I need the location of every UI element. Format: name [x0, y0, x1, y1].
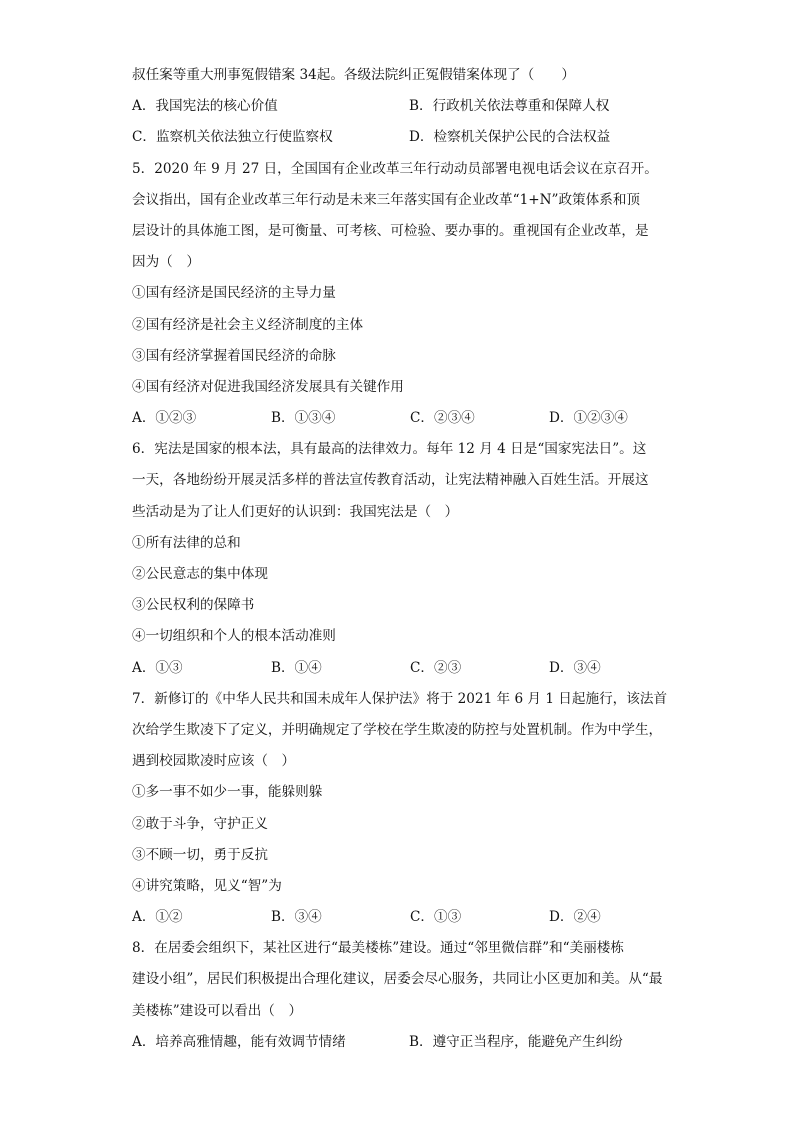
q7-item-2: ②敢于斗争，守护正义 — [132, 815, 268, 832]
q6-item-3: ③公民权利的保障书 — [132, 597, 255, 614]
q5-item-3: ③国有经济掌握着国民经济的命脉 — [132, 347, 336, 364]
q4-option-a[interactable]: A．我国宪法的核心价值 — [132, 98, 278, 115]
q6-option-b[interactable]: B．①④ — [271, 659, 322, 676]
q6-stem-line-2: 一天，各地纷纷开展灵活多样的普法宣传教育活动，让宪法精神融入百姓生活。开展这 — [132, 472, 649, 489]
q4-options-row-1 — [132, 91, 672, 122]
q4-option-c[interactable]: C．监察机关依法独立行使监察权 — [132, 129, 333, 146]
q5-item-2: ②国有经济是社会主义经济制度的主体 — [132, 316, 364, 333]
q7-option-c[interactable]: C．①③ — [410, 909, 462, 926]
q5-option-d[interactable]: D．①②③④ — [549, 410, 628, 427]
q8-stem-line-1: 8．在居委会组织下，某社区进行“最美楼栋”建设。通过“邻里微信群”和“美丽楼栋 — [132, 940, 624, 957]
q5-item-4: ④国有经济对促进我国经济发展具有关键作用 — [132, 378, 404, 395]
q7-stem-line-2: 次给学生欺凌下了定义，并明确规定了学校在学生欺凌的防控与处置机制。作为中学生， — [132, 721, 663, 738]
q4-stem-line: 叔任案等重大刑事冤假错案 34起。各级法院纠正冤假错案体现了（ ） — [132, 67, 576, 83]
q6-option-a[interactable]: A．①③ — [132, 659, 183, 676]
q7-option-a[interactable]: A．①② — [132, 909, 183, 926]
q7-option-d[interactable]: D．②④ — [549, 909, 601, 926]
q8-stem-line-3: 美楼栋”建设可以看出（ ） — [132, 1002, 303, 1019]
q4-options-row-2 — [132, 122, 672, 153]
q7-stem-line-3: 遇到校园欺凌时应该（ ） — [132, 753, 296, 770]
q7-option-b[interactable]: B．③④ — [271, 909, 322, 926]
q5-item-1: ①国有经济是国民经济的主导力量 — [132, 285, 336, 302]
q5-stem-line-1: 5．2020 年 9 月 27 日，全国国有企业改革三年行动动员部署电视电话会议在京召开。 — [132, 160, 658, 177]
question-content — [132, 60, 672, 1058]
q8-stem-line-2: 建设小组”，居民们积极提出合理化建议，居委会尽心服务，共同让小区更加和美。从“最 — [132, 971, 663, 988]
q5-stem-line-2: 会议指出，国有企业改革三年行动是未来三年落实国有企业改革“1+N”政策体系和顶 — [132, 191, 641, 208]
q5-stem-line-4: 因为（ ） — [132, 254, 200, 271]
q6-item-4: ④一切组织和个人的根本活动准则 — [132, 628, 336, 645]
q7-item-1: ①多一事不如少一事，能躲则躲 — [132, 784, 323, 801]
q7-stem-line-1: 7．新修订的《中华人民共和国未成年人保护法》将于 2021 年 6 月 1 日起施行，该法首 — [132, 690, 668, 707]
q5-option-c[interactable]: C．②③④ — [410, 410, 475, 427]
q8-option-b[interactable]: B．遵守正当程序，能避免产生纠纷 — [409, 1033, 623, 1050]
q5-stem-line-3: 层设计的具体施工图，是可衡量、可考核、可检验、要办事的。重视国有企业改革，是 — [132, 222, 649, 239]
q8-option-a[interactable]: A．培养高雅情趣，能有效调节情绪 — [132, 1033, 346, 1050]
q6-item-2: ②公民意志的集中体现 — [132, 566, 268, 582]
q4-option-b[interactable]: B．行政机关依法尊重和保障人权 — [409, 98, 610, 115]
q5-option-b[interactable]: B．①③④ — [271, 410, 336, 427]
q6-option-d[interactable]: D．③④ — [549, 659, 601, 676]
q5-options-row — [132, 403, 672, 434]
q6-option-c[interactable]: C．②③ — [410, 659, 462, 676]
q4-option-d[interactable]: D．检察机关保护公民的合法权益 — [409, 129, 611, 146]
q6-item-1: ①所有法律的总和 — [132, 534, 241, 551]
q6-stem-line-1: 6．宪法是国家的根本法，具有最高的法律效力。每年 12 月 4 日是“国家宪法日”。这 — [132, 441, 647, 458]
q6-options-row — [132, 653, 672, 684]
q7-options-row — [132, 902, 672, 933]
q8-options-row — [132, 1027, 672, 1058]
q7-item-3: ③不顾一切，勇于反抗 — [132, 846, 268, 863]
q5-option-a[interactable]: A．①②③ — [132, 410, 197, 427]
q7-item-4: ④讲究策略，见义“智”为 — [132, 877, 282, 894]
q6-stem-line-3: 些活动是为了让人们更好的认识到：我国宪法是（ ） — [132, 503, 459, 520]
